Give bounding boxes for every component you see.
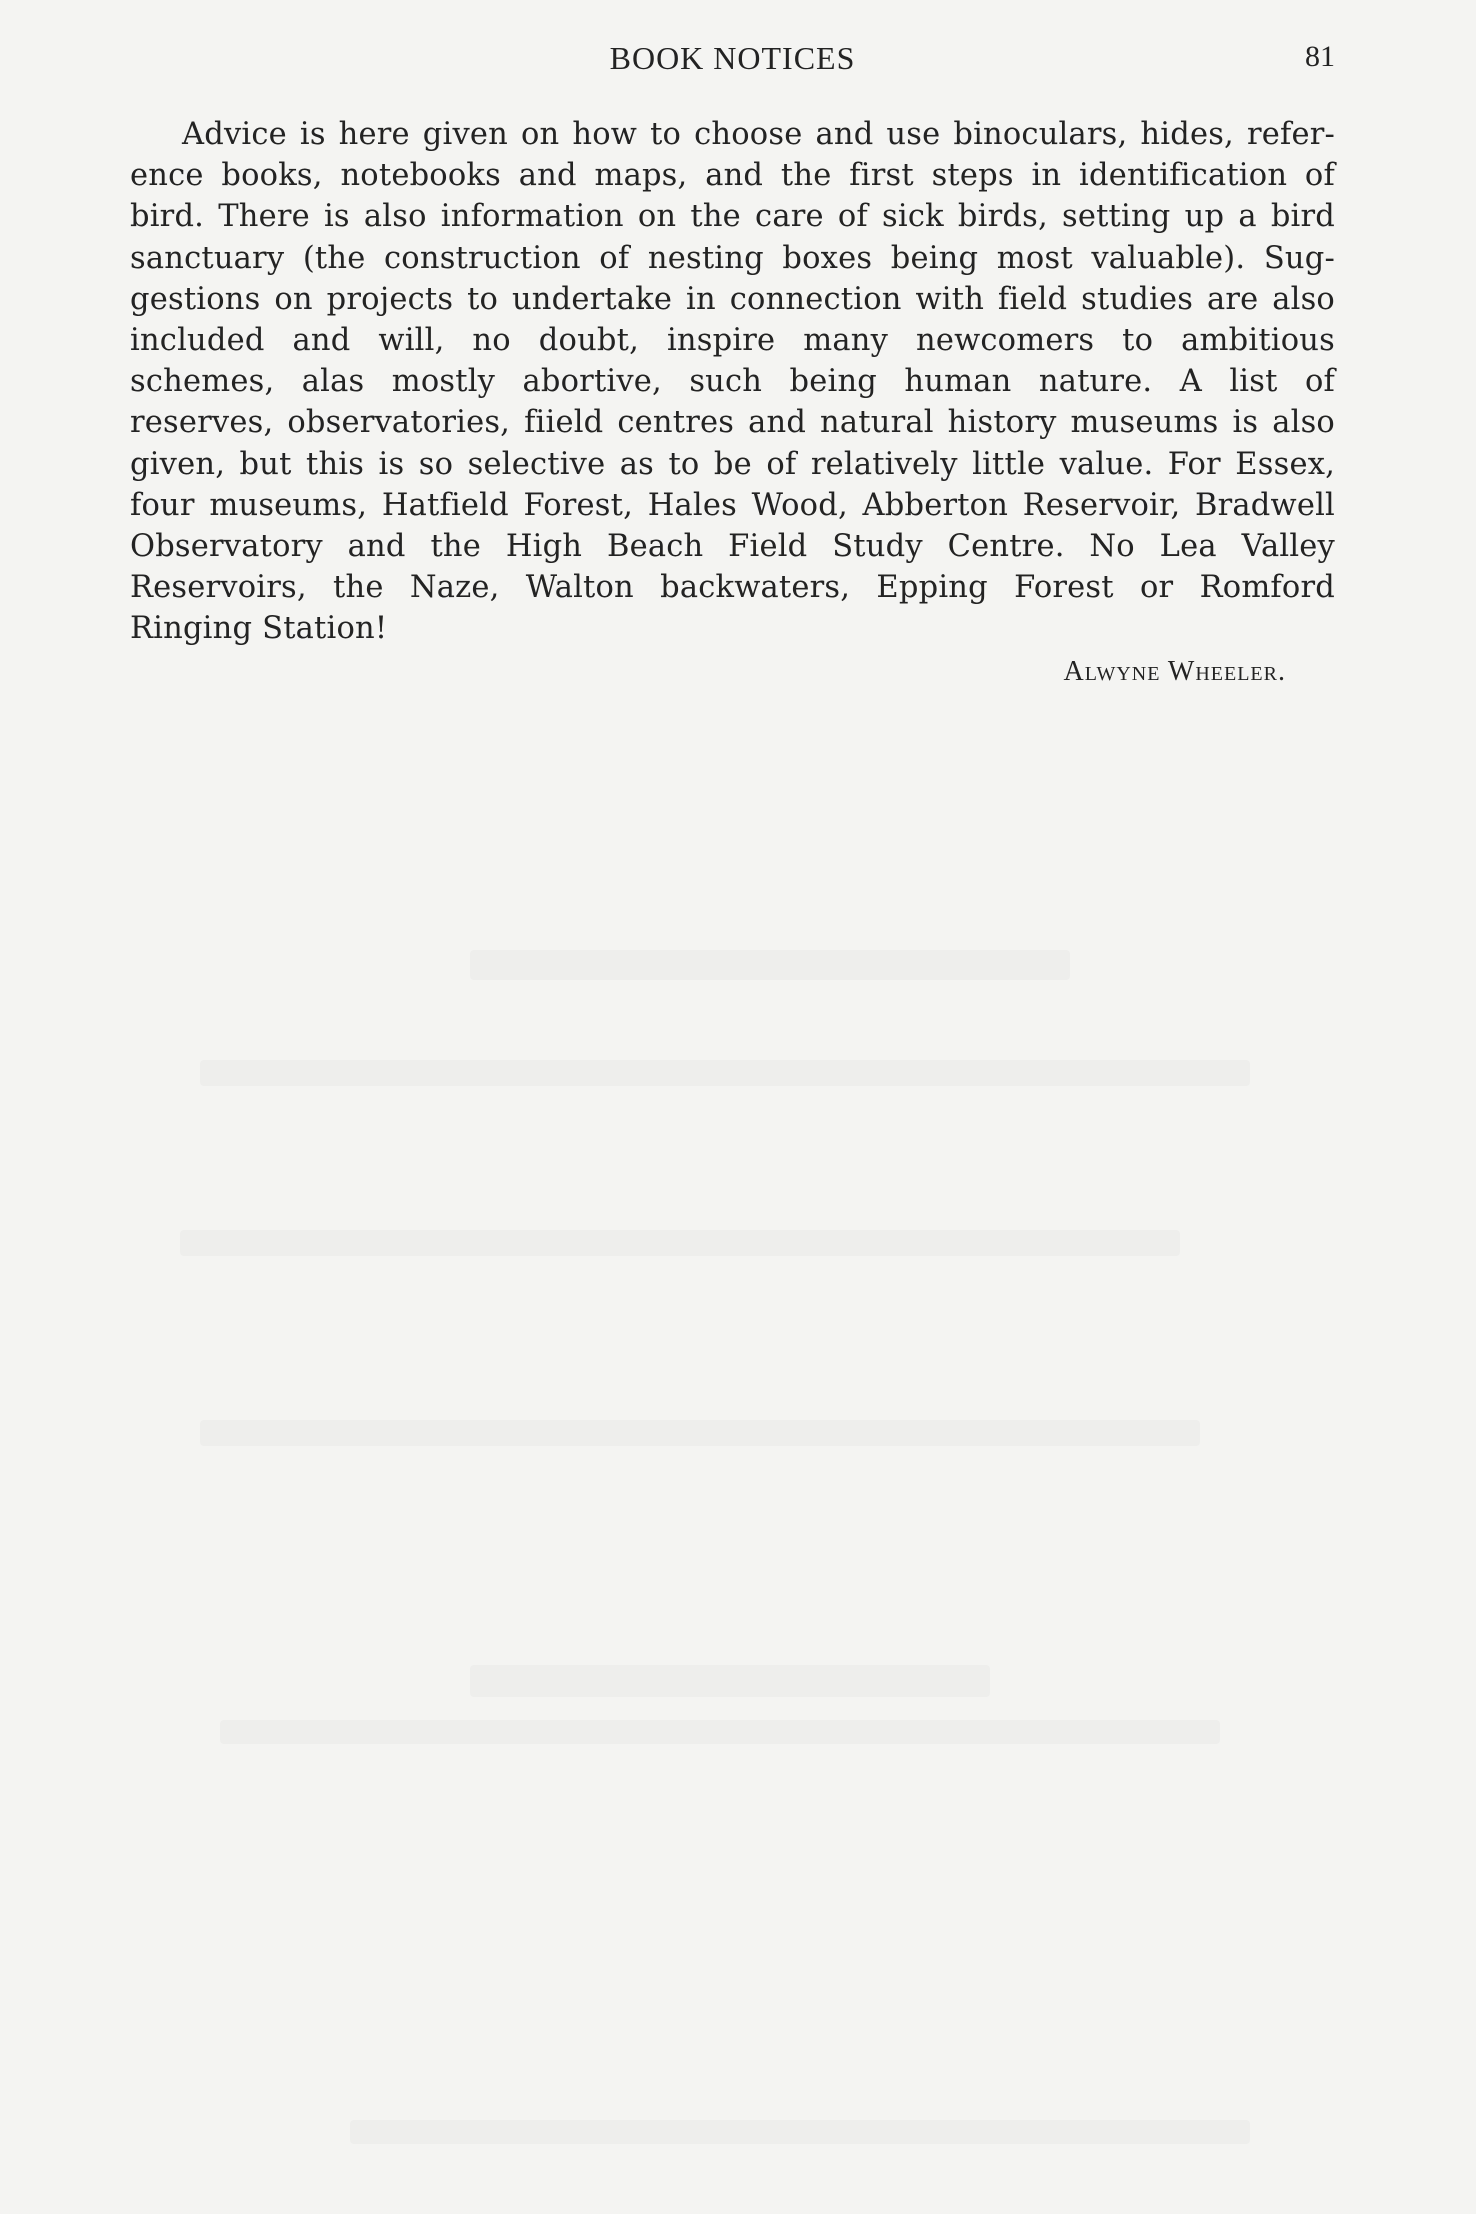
- text-line: sanctuary (the construction of nesting boxes being most valuable). Sug-: [130, 240, 1335, 276]
- text-line: given, but this is so selective as to be of relatively little value. For Essex,: [130, 446, 1335, 482]
- show-through-ghost: [220, 1720, 1220, 1744]
- text-line: Reservoirs, the Naze, Walton backwaters, Epping Forest or Romford: [130, 570, 1335, 606]
- text-line: bird. There is also information on the care of sick birds, setting up a bird: [130, 199, 1335, 235]
- text-line: four museums, Hatfield Forest, Hales Wood, Abberton Reservoir, Bradwell: [130, 487, 1335, 523]
- text-line: Observatory and the High Beach Field Study Centre. No Lea Valley: [130, 528, 1335, 564]
- text-line: gestions on projects to undertake in connection with field studies are also: [130, 281, 1335, 317]
- text-line: Advice is here given on how to choose and use binoculars, hides, refer-: [182, 117, 1335, 152]
- show-through-ghost: [200, 1060, 1250, 1086]
- text-line: ence books, notebooks and maps, and the first steps in identification of: [130, 158, 1335, 194]
- show-through-ghost: [200, 1420, 1200, 1446]
- page-number: 81: [1305, 40, 1335, 73]
- running-head: [130, 40, 1335, 80]
- show-through-ghost: [350, 2120, 1250, 2144]
- book-notice-paragraph: [130, 114, 1335, 649]
- text-line: Ringing Station!: [130, 611, 388, 647]
- show-through-ghost: [470, 950, 1070, 980]
- text-line: reserves, observatories, fiield centres and natural history museums is also: [130, 405, 1335, 441]
- running-title: BOOK NOTICES: [609, 40, 856, 76]
- text-line: schemes, alas mostly abortive, such being human nature. A list of: [130, 364, 1335, 400]
- show-through-ghost: [180, 1230, 1180, 1256]
- show-through-ghost: [470, 1665, 990, 1697]
- author-signature: Alwyne Wheeler.: [1063, 656, 1286, 687]
- text-line: included and will, no doubt, inspire many newcomers to ambitious: [130, 322, 1335, 358]
